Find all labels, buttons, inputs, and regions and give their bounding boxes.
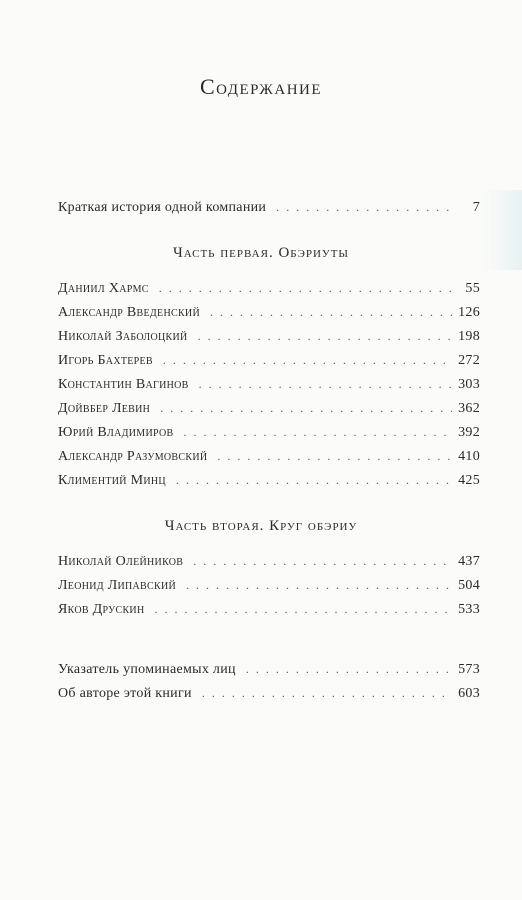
- toc-entry-page: 362: [458, 401, 480, 416]
- toc-entry-name: Яков Друскин: [58, 602, 145, 617]
- leader-dots: [210, 305, 452, 320]
- toc-entry-page: 7: [472, 200, 480, 215]
- leader-dots: [276, 200, 452, 215]
- toc-entry-page: 437: [458, 554, 480, 569]
- toc-entry-name: Николай Олейников: [58, 554, 184, 569]
- toc-entry-page: 425: [458, 473, 480, 488]
- toc-entry[interactable]: [58, 377, 480, 395]
- toc-entry-page: 198: [458, 329, 480, 344]
- section-heading-part-1: Часть первая. Обэриуты: [172, 245, 350, 261]
- toc-entry-page: 533: [458, 602, 480, 617]
- toc-entry[interactable]: [58, 602, 480, 620]
- toc-entry[interactable]: [58, 281, 480, 299]
- toc-entry-page: 392: [458, 425, 480, 440]
- toc-entry-name: Дойвбер Левин: [58, 401, 151, 416]
- toc-entry-name: Александр Введенский: [58, 305, 200, 320]
- toc-entry-page: 272: [458, 353, 480, 368]
- leader-dots: [176, 473, 452, 488]
- toc-entry-name: Леонид Липавский: [58, 578, 177, 593]
- toc-entry[interactable]: [58, 425, 480, 443]
- toc-entry-page: 55: [465, 281, 480, 296]
- leader-dots: [186, 578, 452, 593]
- toc-entry-name: Даниил Хармс: [58, 281, 149, 296]
- toc-entry[interactable]: [58, 353, 480, 371]
- leader-dots: [160, 401, 452, 416]
- toc-entry-name: Николай Заболоцкий: [58, 329, 188, 344]
- toc-entry-name: Константин Вагинов: [58, 377, 189, 392]
- toc-entry[interactable]: [58, 554, 480, 572]
- section-heading-part-2: Часть вторая. Круг обэриу: [164, 518, 358, 534]
- toc-entry-name: Указатель упоминаемых лиц: [58, 662, 236, 677]
- toc-entry[interactable]: [58, 200, 480, 218]
- leader-dots: [193, 554, 452, 569]
- toc-entry-page: 573: [458, 662, 480, 677]
- leader-dots: [217, 449, 452, 464]
- leader-dots: [154, 602, 452, 617]
- toc-entry[interactable]: [58, 686, 480, 704]
- leader-dots: [163, 353, 452, 368]
- toc-entry-name: Александр Разумовский: [58, 449, 208, 464]
- toc-entry[interactable]: [58, 305, 480, 323]
- leader-dots: [199, 377, 452, 392]
- leader-dots: [183, 425, 452, 440]
- toc-entry-page: 504: [458, 578, 480, 593]
- toc-entry[interactable]: [58, 401, 480, 419]
- toc-entry-name: Климентий Минц: [58, 473, 166, 488]
- toc-entry[interactable]: [58, 578, 480, 596]
- leader-dots: [159, 281, 452, 296]
- toc-entry-page: 303: [458, 377, 480, 392]
- toc-entry-name: Игорь Бахтерев: [58, 353, 153, 368]
- toc-entry-name: Об авторе этой книги: [58, 686, 192, 701]
- toc-entry[interactable]: [58, 662, 480, 680]
- toc-entry-page: 410: [458, 449, 480, 464]
- toc-entry[interactable]: [58, 449, 480, 467]
- leader-dots: [198, 329, 452, 344]
- toc-entry-page: 603: [458, 686, 480, 701]
- toc-entry-page: 126: [458, 305, 480, 320]
- toc-entry-name: Юрий Владимиров: [58, 425, 174, 440]
- leader-dots: [246, 662, 452, 677]
- toc-entry-name: Краткая история одной компании: [58, 200, 267, 215]
- leader-dots: [202, 686, 452, 701]
- toc-entry[interactable]: [58, 473, 480, 491]
- toc-entry[interactable]: [58, 329, 480, 347]
- page-title: Содержание: [199, 74, 323, 99]
